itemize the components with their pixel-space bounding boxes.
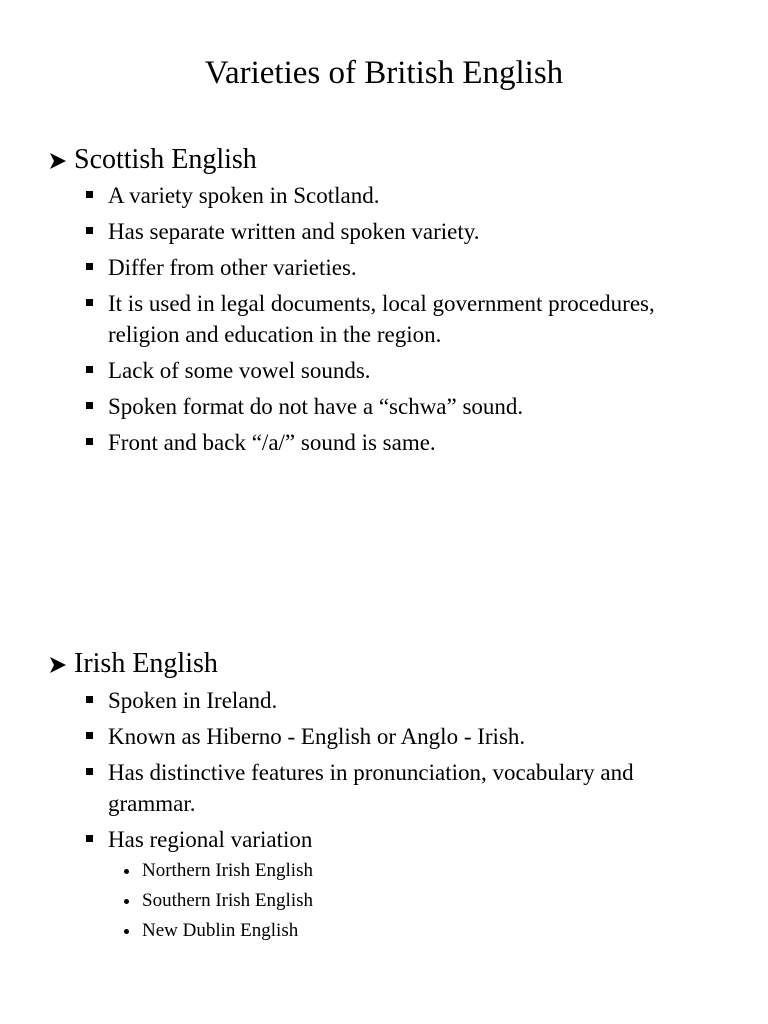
square-bullet-icon <box>86 696 93 703</box>
list-item: Has separate written and spoken variety. <box>86 216 726 247</box>
list-item: Has distinctive features in pronunciation, vocabulary and grammar. <box>86 757 706 819</box>
irish-bullet-list <box>86 685 706 860</box>
list-item: It is used in legal documents, local government procedures, religion and education in the region. <box>86 288 726 350</box>
page-title: Varieties of British English <box>204 55 564 91</box>
irish-subvariety-list <box>122 859 622 949</box>
square-bullet-icon <box>86 835 93 842</box>
round-bullet-icon <box>124 869 129 874</box>
square-bullet-icon <box>86 768 93 775</box>
scottish-bullet-list <box>86 180 726 463</box>
square-bullet-icon <box>86 732 93 739</box>
square-bullet-icon <box>86 299 93 306</box>
list-item: Spoken format do not have a “schwa” sound. <box>86 391 726 422</box>
arrow-bullet-icon <box>48 646 74 680</box>
section-heading-irish <box>48 646 218 681</box>
list-item: Known as Hiberno - English or Anglo - Irish. <box>86 721 706 752</box>
round-bullet-icon <box>124 929 129 934</box>
square-bullet-icon <box>86 366 93 373</box>
square-bullet-icon <box>86 263 93 270</box>
list-item: A variety spoken in Scotland. <box>86 180 726 211</box>
arrow-bullet-icon <box>48 142 74 176</box>
list-item: Northern Irish English <box>122 859 622 883</box>
list-item: Spoken in Ireland. <box>86 685 706 716</box>
section-heading-text: Scottish English <box>74 144 257 175</box>
section-heading-text: Irish English <box>74 648 218 679</box>
list-item: Has regional variation <box>86 824 706 855</box>
square-bullet-icon <box>86 438 93 445</box>
list-item: Lack of some vowel sounds. <box>86 355 726 386</box>
square-bullet-icon <box>86 191 93 198</box>
round-bullet-icon <box>124 899 129 904</box>
square-bullet-icon <box>86 402 93 409</box>
section-heading-scottish <box>48 142 257 177</box>
list-item: New Dublin English <box>122 919 622 943</box>
list-item: Differ from other varieties. <box>86 252 726 283</box>
square-bullet-icon <box>86 227 93 234</box>
list-item: Front and back “/a/” sound is same. <box>86 427 726 458</box>
list-item: Southern Irish English <box>122 889 622 913</box>
